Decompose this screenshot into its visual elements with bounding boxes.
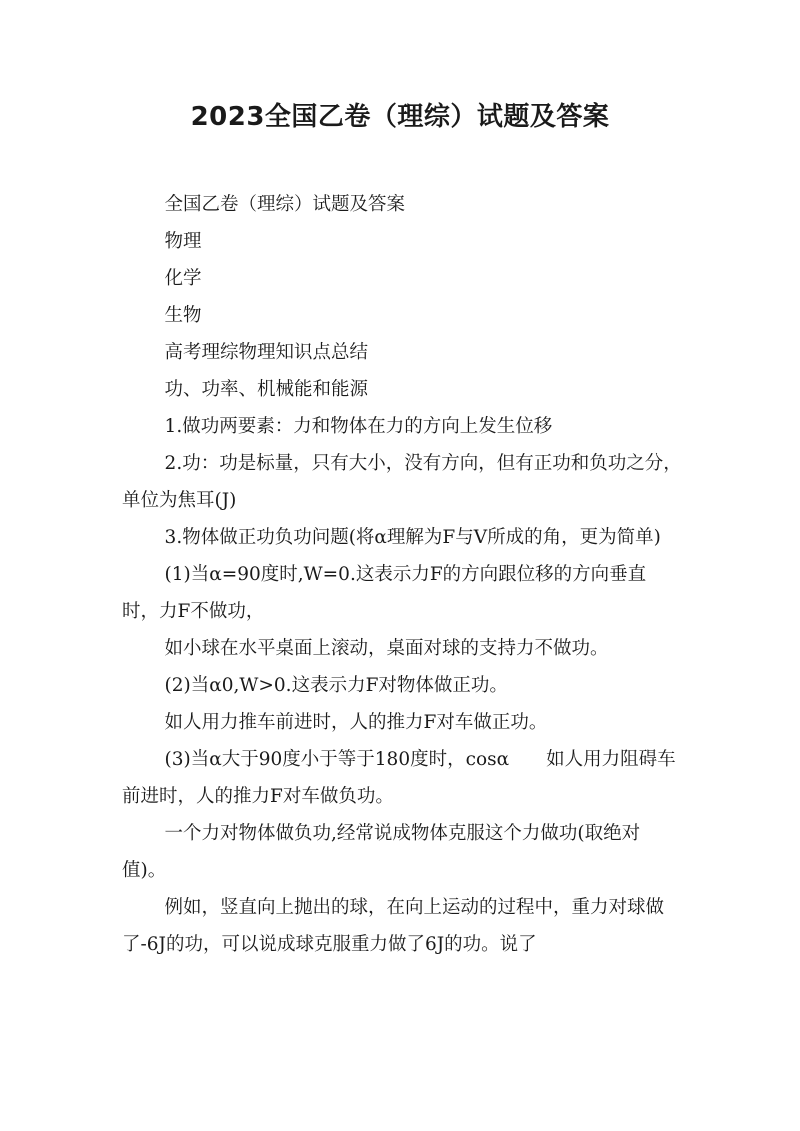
paragraph-case-1: (1)当α=90度时,W=0.这表示力F的方向跟位移的方向垂直时，力F不做功， [122,564,647,622]
paragraph-point-1: 1.做功两要素：力和物体在力的方向上发生位移 [164,416,553,437]
paragraph-physics: 物理 [164,231,202,252]
paragraph-example-2: 如人用力推车前进时，人的推力F对车做正功。 [164,712,548,733]
paragraph-summary-heading: 高考理综物理知识点总结 [164,342,369,363]
document-title: 2023全国乙卷（理综）试题及答案 [190,102,610,132]
paragraph-biology: 生物 [164,305,202,326]
paragraph-chemistry: 化学 [164,268,202,289]
paragraph-section-heading: 功、功率、机械能和能源 [164,379,369,400]
paragraph-subtitle: 全国乙卷（理综）试题及答案 [164,194,406,215]
paragraph-point-3: 3.物体做正功负功问题(将α理解为F与V所成的角，更为简单) [164,527,661,548]
paragraph-example-1: 如小球在水平桌面上滚动，桌面对球的支持力不做功。 [164,638,609,659]
document-body [122,186,682,963]
paragraph-point-2: 2.功：功是标量，只有大小，没有方向，但有正功和负功之分，单位为焦耳(J) [122,453,682,511]
paragraph-case-2: (2)当α0,W>0.这表示力F对物体做正功。 [164,675,508,696]
paragraph-example-3: 例如，竖直向上抛出的球，在向上运动的过程中，重力对球做了-6J的功，可以说成球克服重力做了6J的功。说了 [122,897,665,955]
paragraph-negative-work: 一个力对物体做负功,经常说成物体克服这个力做功(取绝对值)。 [122,823,641,881]
paragraph-case-3: (3)当α大于90度小于等于180度时，cosα 如人用力阻碍车前进时，人的推力F对车做负功。 [122,749,676,807]
